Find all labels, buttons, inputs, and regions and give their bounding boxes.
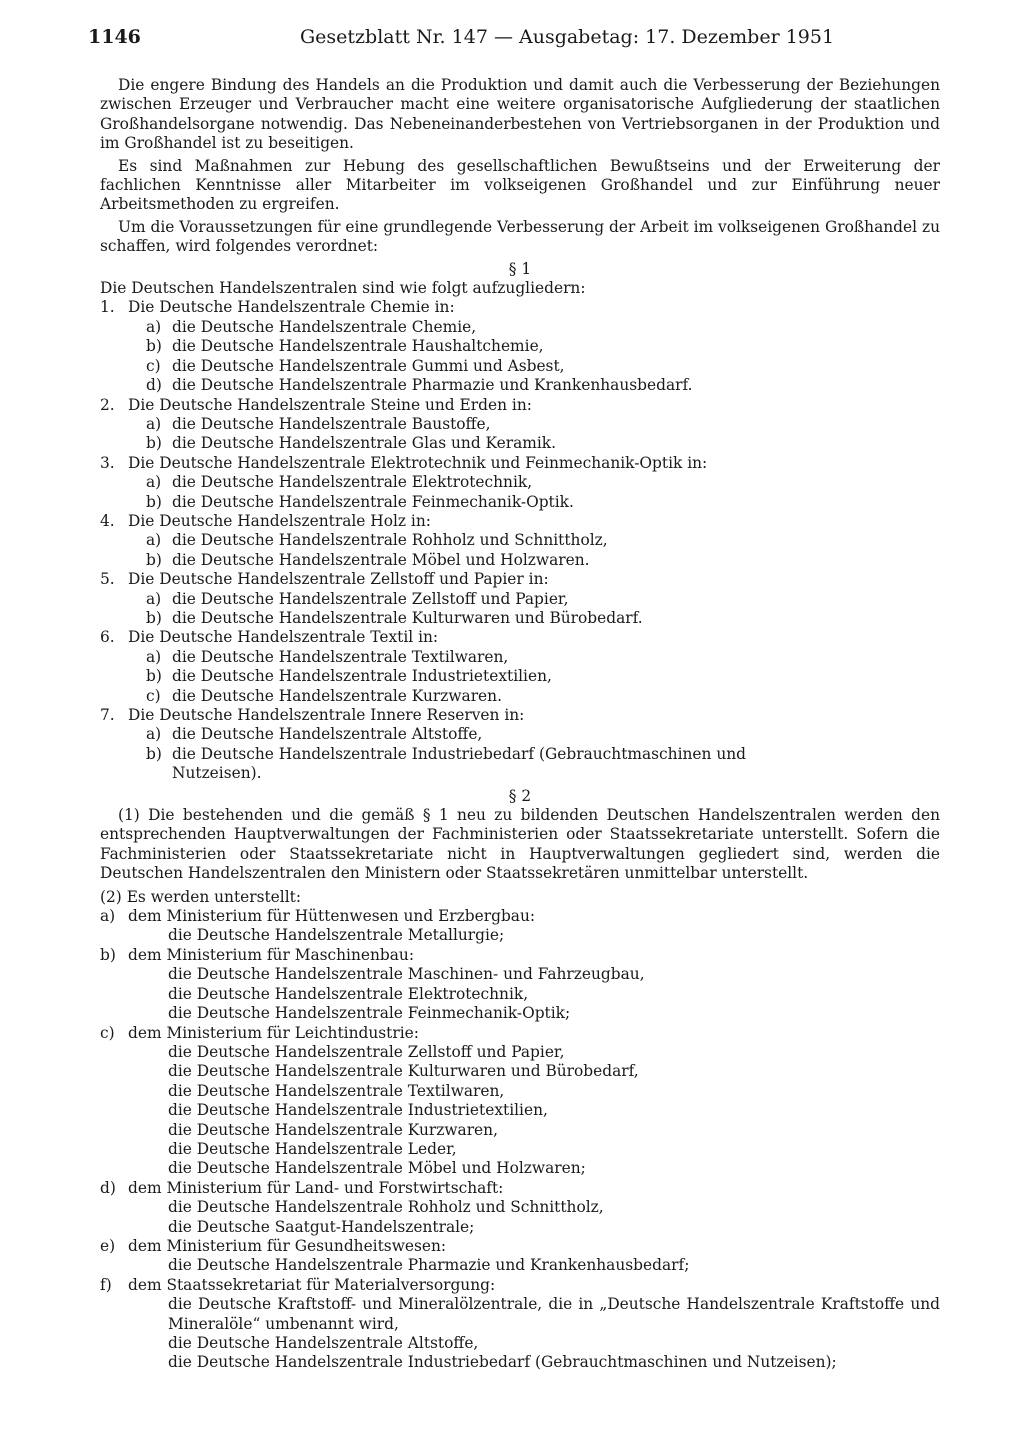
- list-title: Die Deutsche Handelszentrale Innere Reserven in:: [128, 706, 525, 724]
- list-item-letter: d): [100, 1178, 116, 1197]
- ministry-entry: die Deutsche Kraftstoff- und Mineralölzentrale, die in „Deutsche Handelszentrale Kraftstoffe und Mineralöle“ umbenannt wird,: [168, 1295, 940, 1333]
- list-item-text: die Deutsche Handelszentrale Chemie,: [172, 317, 477, 336]
- header-title: Gesetzblatt Nr. 147 — Ausgabetag: 17. Dezember 1951: [300, 26, 835, 48]
- ministry-entry: die Deutsche Handelszentrale Elektrotechnik,: [168, 984, 529, 1003]
- list-item-letter: c): [146, 356, 161, 375]
- section-2-heading: § 2: [508, 786, 532, 805]
- list-item-letter: a): [100, 907, 116, 926]
- list-item-text: die Deutsche Handelszentrale Industrietextilien,: [172, 667, 552, 686]
- list-title: Die Deutsche Handelszentrale Steine und Erden in:: [128, 395, 532, 414]
- list-item-text: die Deutsche Handelszentrale Baustoffe,: [172, 414, 491, 433]
- list-item: [100, 493, 940, 512]
- ministry-group: [100, 946, 940, 965]
- list-item: [100, 415, 940, 434]
- section-2-paragraph-2-lead: (2) Es werden unterstellt:: [100, 887, 302, 906]
- list-number: 1.: [100, 298, 115, 317]
- list-group-title: [100, 298, 940, 317]
- list-group-title: [100, 706, 940, 725]
- ministry-group: [100, 1024, 940, 1043]
- list-group-title: [100, 396, 940, 415]
- list-title: Die Deutsche Handelszentrale Chemie in:: [128, 298, 455, 317]
- ministry-entry: die Deutsche Handelszentrale Altstoffe,: [168, 1334, 479, 1352]
- list-item-letter: b): [146, 744, 162, 763]
- ministry-entry: die Deutsche Handelszentrale Industriebedarf (Gebrauchtmaschinen und Nutzeisen);: [168, 1353, 837, 1372]
- ministry-group: [100, 1179, 940, 1198]
- list-item: [100, 357, 940, 376]
- list-item-letter: b): [146, 337, 162, 356]
- list-item: [100, 590, 940, 609]
- list-group-title: [100, 512, 940, 531]
- list-item-text: die Deutsche Handelszentrale Pharmazie und Krankenhausbedarf.: [172, 376, 693, 395]
- list-title: Die Deutsche Handelszentrale Holz in:: [128, 511, 431, 530]
- list-number: 7.: [100, 706, 115, 724]
- list-item-letter: b): [146, 492, 162, 511]
- section-2-paragraph-1: (1) Die bestehenden und die gemäß § 1 neu zu bildenden Deutschen Handelszentralen werden den entsprechenden Hauptverwaltungen der Fachministerien oder Staatssekretariate unterstellt. Sofern die Fachministerien oder Staatssekretariate nicht in Hauptverwaltungen gegliedert sind, werden die Deutschen Handelszentralen den Ministern oder Staatssekretären unmittelbar unterstellt.: [100, 806, 940, 883]
- intro-paragraph: Es sind Maßnahmen zur Hebung des gesellschaftlichen Bewußtseins und der Erweiterung der fachlichen Kenntnisse aller Mitarbeiter im volkseigenen Großhandel und zur Einführung neuer Arbeitsmethoden zu ergreifen.: [100, 156, 940, 214]
- list-item: [100, 376, 940, 395]
- ministry-entry: die Deutsche Saatgut-Handelszentrale;: [168, 1217, 475, 1236]
- section-1-lead: Die Deutschen Handelszentralen sind wie folgt aufzugliedern:: [100, 279, 586, 298]
- list-item-text: die Deutsche Handelszentrale Feinmechanik-Optik.: [172, 492, 574, 511]
- ministry-entry: die Deutsche Handelszentrale Industrietextilien,: [168, 1101, 548, 1120]
- list-title: Die Deutsche Handelszentrale Textil in:: [128, 628, 439, 647]
- document-body: [100, 76, 940, 1373]
- list-item: [100, 745, 940, 764]
- ministry-entry: die Deutsche Handelszentrale Rohholz und Schnittholz,: [168, 1198, 604, 1217]
- list-item-text: die Deutsche Handelszentrale Glas und Keramik.: [172, 434, 557, 453]
- section-1-list: [100, 298, 940, 783]
- ministry-title: dem Ministerium für Gesundheitswesen:: [128, 1236, 447, 1255]
- list-group-title: [100, 454, 940, 473]
- list-item: [100, 764, 940, 783]
- list-number: 4.: [100, 511, 115, 530]
- list-item: [100, 551, 940, 570]
- list-item-text: die Deutsche Handelszentrale Rohholz und Schnittholz,: [172, 531, 608, 550]
- list-item-letter: a): [146, 317, 162, 336]
- list-item: [100, 609, 940, 628]
- ministry-entry: die Deutsche Handelszentrale Metallurgie;: [168, 926, 505, 945]
- list-item-letter: b): [146, 608, 162, 627]
- ministry-entry: die Deutsche Handelszentrale Möbel und Holzwaren;: [168, 1159, 586, 1178]
- ministry-title: dem Ministerium für Land- und Forstwirtschaft:: [128, 1178, 504, 1197]
- ministry-entry: die Deutsche Handelszentrale Kurzwaren,: [168, 1120, 498, 1139]
- section-2-list: [100, 907, 940, 1373]
- list-item-letter: b): [146, 667, 162, 686]
- ministry-title: dem Ministerium für Leichtindustrie:: [128, 1023, 419, 1042]
- list-item-text: die Deutsche Handelszentrale Zellstoff und Papier,: [172, 589, 569, 608]
- list-group-title: [100, 628, 940, 647]
- page-header: [88, 26, 940, 56]
- list-number: 3.: [100, 453, 115, 472]
- ministry-entry: die Deutsche Handelszentrale Leder,: [168, 1139, 457, 1158]
- ministry-group: [100, 1276, 940, 1295]
- ministry-group: [100, 1237, 940, 1256]
- list-number: 5.: [100, 570, 115, 589]
- list-item: [100, 725, 940, 744]
- list-item: [100, 337, 940, 356]
- list-group-title: [100, 570, 940, 589]
- ministry-entry: die Deutsche Handelszentrale Pharmazie und Krankenhausbedarf;: [168, 1256, 690, 1275]
- list-item: [100, 473, 940, 492]
- ministry-title: dem Ministerium für Hüttenwesen und Erzbergbau:: [128, 907, 536, 926]
- list-item: [100, 648, 940, 667]
- list-item-text: die Deutsche Handelszentrale Industriebedarf (Gebrauchtmaschinen und: [172, 744, 747, 763]
- list-item-letter: a): [146, 531, 162, 550]
- section-1-heading: § 1: [508, 259, 532, 278]
- list-item-text: die Deutsche Handelszentrale Haushaltchemie,: [172, 337, 544, 356]
- list-item: [100, 318, 940, 337]
- list-item-letter: d): [146, 376, 162, 395]
- ministry-entry: die Deutsche Handelszentrale Kulturwaren und Bürobedarf,: [168, 1062, 639, 1081]
- ministry-group: [100, 907, 940, 926]
- list-title: Die Deutsche Handelszentrale Zellstoff und Papier in:: [128, 570, 549, 589]
- list-item-letter: a): [146, 414, 162, 433]
- ministry-entry: die Deutsche Handelszentrale Feinmechanik-Optik;: [168, 1004, 571, 1023]
- list-item: [100, 667, 940, 686]
- list-item-letter: b): [146, 550, 162, 569]
- list-item-letter: e): [100, 1236, 116, 1255]
- ministry-title: dem Staatssekretariat für Materialversorgung:: [128, 1275, 496, 1294]
- list-item-text: die Deutsche Handelszentrale Gummi und Asbest,: [172, 356, 565, 375]
- list-item-text: die Deutsche Handelszentrale Elektrotechnik,: [172, 473, 533, 492]
- list-title: Die Deutsche Handelszentrale Elektrotechnik und Feinmechanik-Optik in:: [128, 453, 708, 472]
- list-item: [100, 687, 940, 706]
- list-item-text: die Deutsche Handelszentrale Altstoffe,: [172, 725, 483, 744]
- list-item-letter: a): [146, 725, 162, 744]
- list-item-text: die Deutsche Handelszentrale Kurzwaren.: [172, 686, 502, 705]
- list-number: 6.: [100, 628, 115, 647]
- list-item-letter: c): [146, 686, 161, 705]
- list-item-letter: a): [146, 473, 162, 492]
- ministry-entry: die Deutsche Handelszentrale Textilwaren,: [168, 1081, 505, 1100]
- list-item-text: die Deutsche Handelszentrale Möbel und Holzwaren.: [172, 550, 590, 569]
- list-item: [100, 434, 940, 453]
- list-item: [100, 531, 940, 550]
- list-number: 2.: [100, 395, 115, 414]
- ministry-title: dem Ministerium für Maschinenbau:: [128, 945, 415, 964]
- list-item-letter: b): [146, 434, 162, 453]
- ministry-entry: die Deutsche Handelszentrale Zellstoff und Papier,: [168, 1042, 565, 1061]
- list-item-letter: a): [146, 647, 162, 666]
- list-item-text: die Deutsche Handelszentrale Kulturwaren und Bürobedarf.: [172, 608, 643, 627]
- list-item-letter: f): [100, 1275, 112, 1294]
- ministry-entry: die Deutsche Handelszentrale Maschinen- und Fahrzeugbau,: [168, 965, 645, 984]
- intro-paragraph: Um die Voraussetzungen für eine grundlegende Verbesserung der Arbeit im volkseigenen Großhandel zu schaffen, wird folgendes verordnet:: [100, 217, 940, 256]
- list-item-letter: c): [100, 1023, 115, 1042]
- page-number: 1146: [88, 26, 141, 48]
- list-item-text: Nutzeisen).: [172, 764, 262, 783]
- list-item-text: die Deutsche Handelszentrale Textilwaren,: [172, 647, 509, 666]
- list-item-letter: b): [100, 945, 116, 964]
- list-item-letter: a): [146, 589, 162, 608]
- intro-paragraph: Die engere Bindung des Handels an die Produktion und damit auch die Verbesserung der Beziehungen zwischen Erzeuger und Verbraucher macht eine weitere organisatorische Aufgliederung der staatlichen Großhandelsorgane notwendig. Das Nebeneinanderbestehen von Vertriebsorganen in der Produktion und im Großhandel ist zu beseitigen.: [100, 76, 940, 153]
